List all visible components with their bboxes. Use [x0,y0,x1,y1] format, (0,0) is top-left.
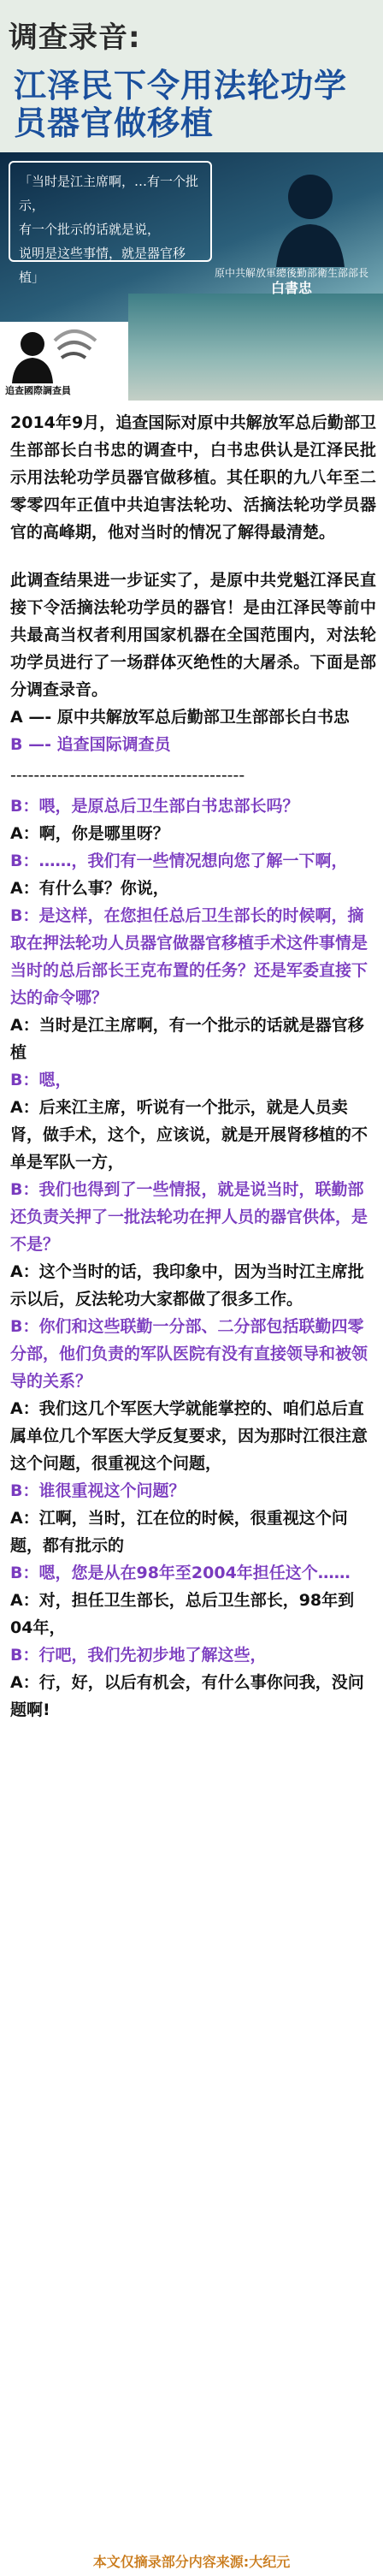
dialogue-line: A：我们这几个军医大学就能掌控的、咱们总后直属单位几个军医大学反复要求，因为那时江很注意这个问题，很重视这个问题， [10,1399,368,1473]
caption-org: 原中共解放軍總後勤部衛生部部長 [214,267,368,279]
cover-photo [0,152,383,401]
surgery-scene [128,294,383,401]
investigator-phone-icon [7,323,127,383]
caption-name: 白書忠 [270,280,312,296]
divider: ---------------------------------------- [10,766,245,785]
dialogue-line: A：啊，你是哪里呀？ [10,824,169,843]
dialogue-line: B：嗯， [10,1071,72,1089]
role-a: A —- 原中共解放军总后勤部卫生部部长白书忠 [10,708,350,727]
investigator-label: 追查國際調查員 [5,385,71,396]
dialogue-line: A：当时是江主席啊，有一个批示的话就是器官移植 [10,1016,364,1062]
investigator-panel [0,322,128,401]
dialogue-line: A：有什么事？你说， [10,879,169,898]
quote-line: 「当时是江主席啊，…有一个批示， [19,174,199,213]
source-footer: 本文仅摘录部分内容来源:大纪元 [92,2554,291,2570]
article-body [10,409,376,1724]
header-label: 调查录音: [9,21,141,55]
dialogue-line: A：行，好，以后有机会，有什么事你问我，没问题啊! [10,1673,364,1719]
dialogue-line: B：喂，是原总后卫生部白书忠部长吗？ [10,797,299,816]
quote-box [9,161,212,285]
dialogue-line: B：谁很重视这个问题？ [10,1481,186,1500]
quote-line: 说明是这些事情，就是器官移植」 [19,246,186,285]
dialogue-line: B：嗯，您是从在98年至2004年担任这个…… [10,1564,351,1582]
dialogue-line: A：江啊，当时，江在位的时候，很重视这个问题，都有批示的 [10,1509,348,1555]
quote-line: 有一个批示的话就是说， [19,222,161,237]
dialogue-line: A：这个当时的话，我印象中，因为当时江主席批示以后，反法轮功大家都做了很多工作。 [10,1262,364,1309]
dialogue-line: B：……，我们有一些情况想向您了解一下啊， [10,852,348,870]
dialogue-line: B：是这样，在您担任总后卫生部长的时候啊，摘取在押法轮功人员器官做器官移植手术这件事情是当时的总后部长王克布置的任务？还是军委直接下达的命令哪？ [10,906,368,1007]
name-caption [202,265,381,296]
dialogue-line: B：你们和这些联勤一分部、二分部包括联勤四零分部，他们负责的军队医院有没有直接领导和被领导的关系？ [10,1317,368,1391]
dialogue-line: A：后来江主席，听说有一个批示，就是人员卖肾，做手术，这个，应该说，就是开展肾移植的不单是军队一方， [10,1098,368,1172]
header-banner [0,0,383,152]
intro-paragraph: 2014年9月，追查国际对原中共解放军总后勤部卫生部部长白书忠的调查中，白书忠供认是江泽民批示用法轮功学员器官做移植。其任职的九八年至二零零四年正值中共迫害法轮功、活摘法轮功学员器官的高峰期，他对当时的情况了解得最清楚。 [10,413,376,542]
page-title: 江泽民下令用法轮功学员器官做移植 [14,67,348,142]
intro-paragraph: 此调查结果进一步证实了，是原中共党魁江泽民直接下令活摘法轮功学员的器官！是由江泽民等前中共最高当权者利用国家机器在全国范围内，对法轮功学员进行了一场群体灭绝性的大屠杀。下面是部分调查录音。 [10,571,376,699]
person-silhouette-icon [272,164,349,267]
role-b: B —- 追查国际调查员 [10,735,171,754]
dialogue-line: B：我们也得到了一些情报，就是说当时，联勤部还负责关押了一批法轮功在押人员的器官供体，是不是？ [10,1180,368,1254]
dialogue-line: B：行吧，我们先初步地了解这些， [10,1646,267,1665]
dialogue-line: A：对，担任卫生部长，总后卫生部长，98年到04年， [10,1591,355,1637]
